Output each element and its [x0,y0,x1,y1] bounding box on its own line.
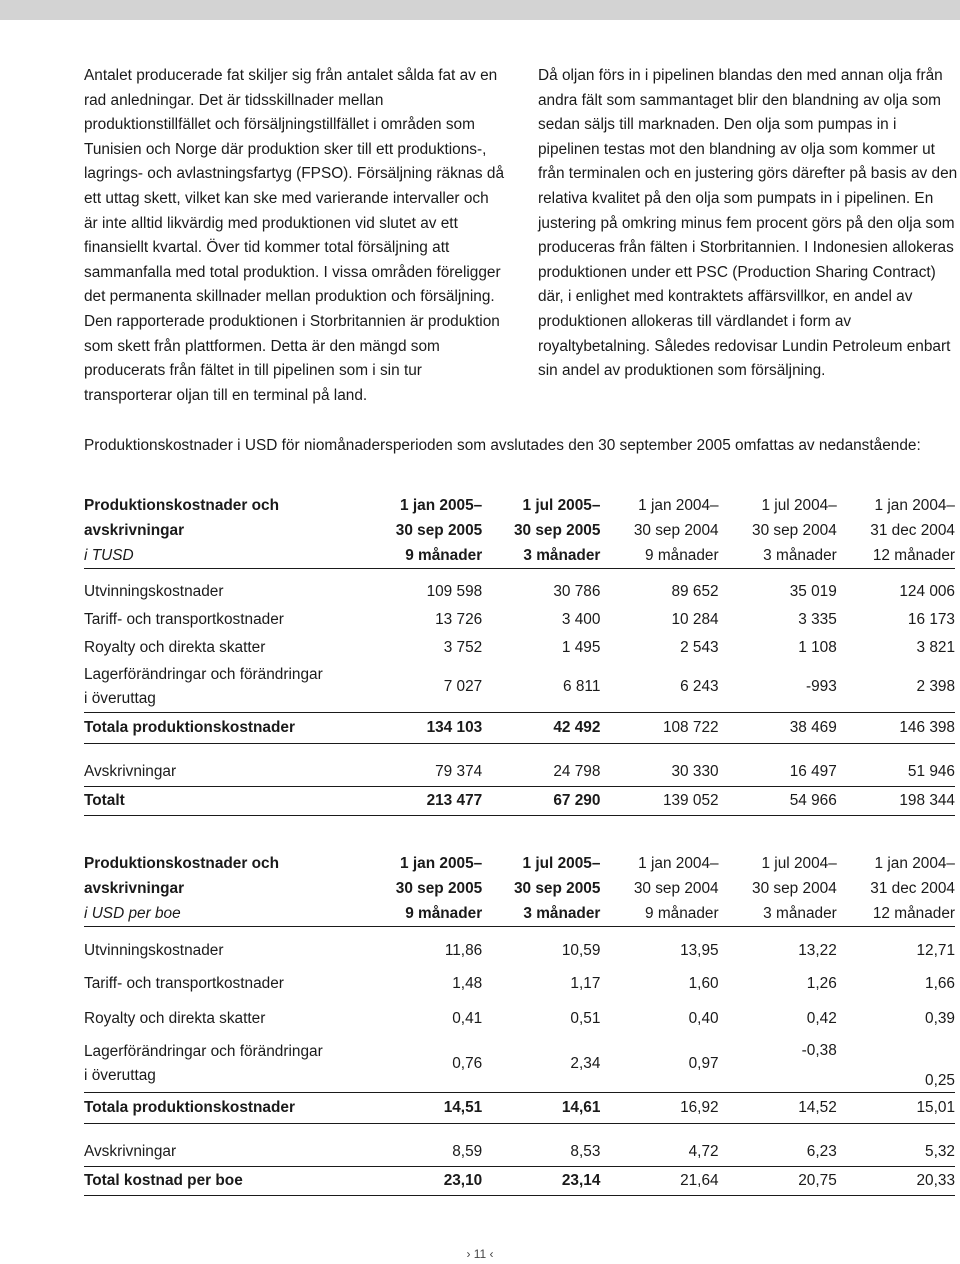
cell-value: 1,17 [570,974,601,992]
row-label: Totalt [84,787,364,816]
production-cost-table-usd-per-boe [84,851,955,1196]
header-row-3 [84,543,955,569]
total-production-row [84,1093,955,1124]
cell-value: 21,64 [600,1167,718,1196]
period-header: 31 dec 2004 [870,879,955,897]
cell-value: 13 726 [435,611,483,628]
period-header: 30 sep 2005 [395,521,483,539]
period-header: 1 jan 2004– [638,854,719,872]
cell-value: 3 400 [561,611,601,628]
cell-value: 2 543 [680,639,719,656]
cell-value: -993 [805,678,837,695]
row-label: Avskrivningar [84,1138,364,1167]
period-header: 1 jul 2004– [761,854,837,872]
top-bar [0,0,960,20]
cell-value: 0,42 [806,1009,837,1027]
period-header: 1 jul 2005– [522,496,601,514]
period-header: 9 månader [600,543,718,569]
cell-value: 134 103 [364,713,482,744]
row-label: Totala produktionskostnader [84,713,364,744]
cell-value: 6 243 [680,678,719,695]
cell-value: 0,51 [570,1009,601,1027]
cell-value: 198 344 [837,787,955,816]
cell-value: 1 495 [561,639,601,656]
cell-value: 6 811 [563,678,601,695]
cell-value: 24 798 [482,758,600,787]
cell-value: 6,23 [719,1138,837,1167]
total-row [84,1167,955,1196]
cell-value: 20,75 [719,1167,837,1196]
period-header: 30 sep 2004 [633,879,719,897]
cell-value: 0,41 [452,1009,483,1027]
cell-value: 1,60 [688,974,719,992]
period-header: 1 jul 2004– [761,496,837,514]
header-row-1 [84,493,955,518]
period-header: 1 jul 2005– [522,854,601,872]
table-title: avskrivningar [84,521,185,539]
row-label: Utvinningskostnader [84,583,224,600]
table-row [84,1001,955,1036]
cell-value: 67 290 [482,787,600,816]
table-unit: i TUSD [84,543,364,569]
table-row [84,634,955,662]
cell-value: 8,53 [482,1138,600,1167]
header-row-2 [84,876,955,901]
table-row [84,606,955,634]
table-intro: Produktionskostnader i USD för niomånadersperioden som avslutades den 30 september 2005 omfattas av nedanstående: [84,437,921,454]
period-header: 30 sep 2004 [633,521,719,539]
depreciation-row [84,758,955,787]
total-row [84,787,955,816]
cell-value: 16 173 [907,611,955,628]
body-text-left: Antalet producerade fat skiljer sig från antalet sålda fat av en rad anledningar. Det är tidsskillnader mellan produktionstillfället och försäljningstillfället i områden som Tunisien och Norge där produktion sker till ett produktions-, lagrings- och avlastningsfartyg (FPSO). Försäljning räknas då ett uttag skett, vilket kan ske med varierande intervaller och är inte alltid likvärdig med produktionen vid slutet av ett finansiellt kvartal. Över tid kommer total försäljning att sammanfalla med total produktion. I vissa områden föreligger det permanenta skillnader mellan produktion och försäljning. Den rapporterade produktionen i Storbritannien är produktion som skett från plattformen. Detta är den mängd som producerats från fältet in till pipelinen som i sin tur transporterar oljan till en terminal på land. [84,67,505,404]
cell-value: 124 006 [899,583,955,600]
row-label: Tariff- och transportkostnader [84,974,284,992]
cell-value: 35 019 [789,583,837,600]
period-header: 1 jan 2004– [874,496,955,514]
cell-value: 2 398 [916,678,955,695]
cell-value: 23,10 [364,1167,482,1196]
period-header: 30 sep 2005 [513,879,601,897]
row-label [84,1036,364,1093]
period-header: 12 månader [837,543,955,569]
period-header: 3 månader [719,901,837,927]
row-label-line: Lagerförändringar och förändringar [84,1043,323,1060]
cell-value: 12,71 [916,942,955,959]
period-header: 9 månader [364,901,482,927]
row-label: Royalty och direkta skatter [84,1009,266,1027]
header-row-3 [84,901,955,927]
cell-value: 0,76 [452,1055,483,1072]
cell-value: 16,92 [600,1093,718,1124]
table-title: Produktionskostnader och [84,496,279,514]
header-row-1 [84,851,955,876]
cell-value: 108 722 [600,713,718,744]
cell-value: 7 027 [443,678,483,695]
cell-value: 4,72 [600,1138,718,1167]
cell-value: 42 492 [482,713,600,744]
cell-value: 146 398 [837,713,955,744]
cell-value: 54 966 [719,787,837,816]
table-title: avskrivningar [84,879,185,897]
cell-value: 15,01 [837,1093,955,1124]
cell-value: 1,48 [452,974,483,992]
total-production-row [84,713,955,744]
table-row [84,966,955,1001]
row-label: Avskrivningar [84,758,364,787]
depreciation-row [84,1138,955,1167]
cell-value: 16 497 [719,758,837,787]
cell-value: 38 469 [719,713,837,744]
table-row [84,662,955,713]
period-header: 9 månader [364,543,482,569]
period-header: 30 sep 2005 [395,879,483,897]
period-header: 1 jan 2004– [874,854,955,872]
cell-value: 0,25 [925,1072,955,1089]
cell-value: 3 335 [798,611,837,628]
cell-value: 30 786 [553,583,601,600]
cell-value: 14,61 [482,1093,600,1124]
row-label: Royalty och direkta skatter [84,639,266,656]
row-label-line: i överuttag [84,1067,156,1084]
cell-value: -0,38 [801,1042,837,1059]
cell-value: 23,14 [482,1167,600,1196]
cell-value: 89 652 [671,583,719,600]
cell-value: 0,40 [688,1009,719,1027]
period-header: 3 månader [482,543,600,569]
cell-value: 3 821 [916,639,955,656]
production-cost-table-tusd [84,493,955,816]
period-header: 1 jan 2004– [638,496,719,514]
period-header: 31 dec 2004 [870,521,955,539]
table-row [84,1036,955,1093]
cell-value: 5,32 [837,1138,955,1167]
cell-value: 213 477 [364,787,482,816]
cell-value: 0,39 [925,1009,955,1027]
period-header: 3 månader [482,901,600,927]
cell-value: 1,66 [925,974,955,992]
table-row [84,578,955,606]
cell-value: 13,22 [798,942,837,959]
cell-value: 139 052 [600,787,718,816]
cell-value: 30 330 [600,758,718,787]
period-header: 12 månader [837,901,955,927]
cell-value: 14,52 [719,1093,837,1124]
cell-value: 13,95 [680,942,719,959]
header-row-2 [84,518,955,543]
cell-value: 51 946 [837,758,955,787]
row-label [84,662,364,713]
row-label-line: Lagerförändringar och förändringar [84,666,323,683]
period-header: 3 månader [719,543,837,569]
cell-value: 0,97 [688,1055,719,1072]
table-unit: i USD per boe [84,901,364,927]
cell-value: 79 374 [364,758,482,787]
table-row [84,936,955,966]
period-header: 9 månader [600,901,718,927]
period-header: 30 sep 2004 [752,879,837,897]
cell-value: 109 598 [426,583,483,600]
cell-value: 10,59 [561,942,601,959]
row-label: Tariff- och transportkostnader [84,611,284,628]
row-label: Total kostnad per boe [84,1167,364,1196]
cell-value: 8,59 [364,1138,482,1167]
period-header: 30 sep 2004 [752,521,837,539]
cell-value: 10 284 [671,611,719,628]
row-label: Totala produktionskostnader [84,1093,364,1124]
period-header: 1 jan 2005– [400,496,483,514]
cell-value: 14,51 [364,1093,482,1124]
page-number: › 11 ‹ [466,1247,494,1261]
cell-value: 11,86 [444,942,483,959]
period-header: 1 jan 2005– [400,854,483,872]
body-text-right: Då oljan förs in i pipelinen blandas den med annan olja från andra fält som sammantaget blir den blandning av olja som sedan säljs till marknaden. Den olja som pumpas in i pipelinen testas mot den blandning av olja som kommer ut från terminalen och en justering görs därefter på basis av den relativa kvalitet på den olja som pumpats in i pipelinen. En justering på omkring minus fem procent görs på den olja som produceras från fälten i Storbritannien. I Indonesien allokeras produktionen under ett PSC (Production Sharing Contract) där, i enlighet med kontraktets affärsvillkor, en andel av produktionen allokeras till värdlandet i form av royaltybetalning. Således redovisar Lundin Petroleum enbart sin andel av produktionen som försäljning. [538,67,958,380]
cell-value: 20,33 [837,1167,955,1196]
cell-value: 2,34 [570,1055,601,1072]
cell-value: 3 752 [443,639,483,656]
table-title: Produktionskostnader och [84,854,279,872]
cell-value: 1,26 [806,974,837,992]
row-label: Utvinningskostnader [84,942,224,959]
period-header: 30 sep 2005 [513,521,601,539]
row-label-line: i överuttag [84,690,156,707]
cell-value: 1 108 [798,639,837,656]
